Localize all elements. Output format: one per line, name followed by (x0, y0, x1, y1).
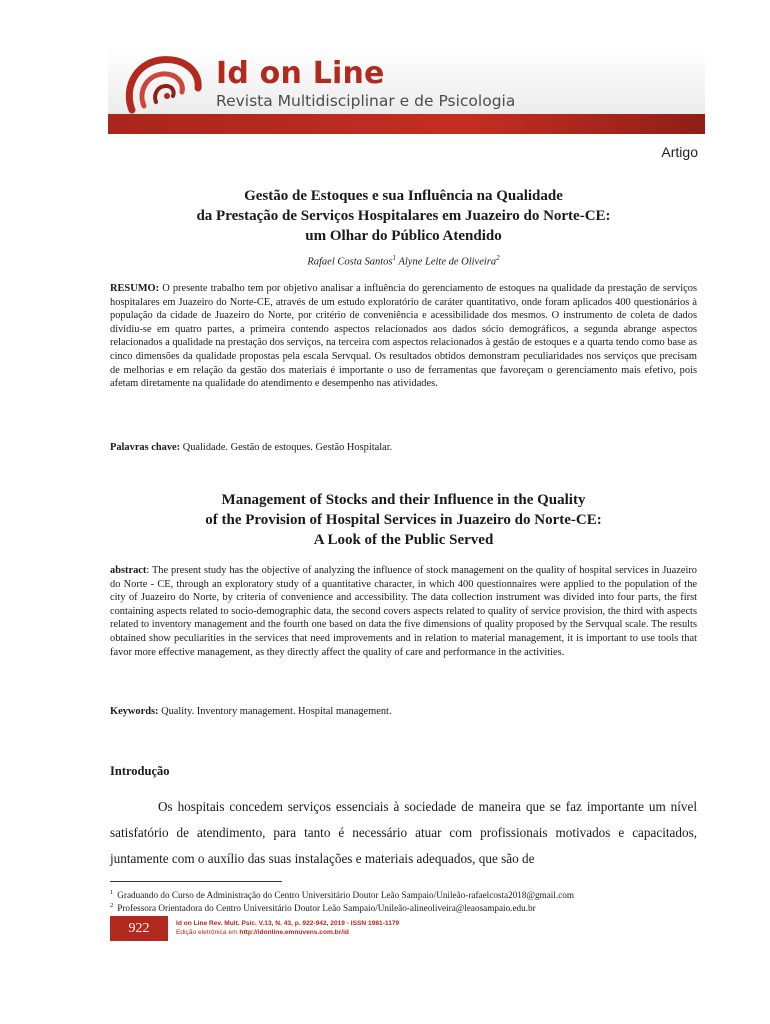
palavras-label: Palavras chave: (110, 442, 181, 453)
edition-link[interactable]: http://idonline.emnuvens.com.br/id (239, 929, 349, 936)
intro-heading: Introdução (110, 764, 170, 778)
journal-brand: Id on Line (216, 56, 385, 91)
footnote-text: Professora Orientadora do Centro Universitário Doutor Leão Sampaio/Unileão-alineoliveira@leaosampaio.edu.br (117, 903, 536, 914)
author-name: Alyne Leite de Oliveira (398, 256, 497, 268)
journal-line: Id on Line Rev. Mult. Psic. V.13, N. 43, p. 922-942, 2019 - ISSN 1981-1179 (176, 920, 400, 927)
abstract-paragraph (110, 564, 697, 659)
banner-accent-bar (108, 114, 705, 134)
footnote-text: Graduando do Curso de Administração do Centro Universitário Doutor Leão Sampaio/Unileão-rafaelcosta2018@gmail.com (117, 890, 574, 901)
journal-banner (108, 46, 705, 134)
title-line: um Olhar do Público Atendido (305, 228, 502, 244)
footnote (110, 902, 536, 913)
title-line: da Prestação de Serviços Hospitalares em Juazeiro do Norte-CE: (196, 208, 611, 224)
title-english (110, 490, 697, 550)
palavras-chave (110, 442, 697, 453)
journal-citation (176, 919, 399, 937)
title-line: of the Provision of Hospital Services in Juazeiro do Norte-CE: (205, 512, 602, 528)
edition-label: Edição eletrônica em (176, 929, 238, 936)
resumo-text: O presente trabalho tem por objetivo analisar a influência do gerenciamento de estoques na qualidade da prestação de serviços hospitalares em Juazeiro do Norte-CE, através de um estudo exploratório de caráter quantitativo, onde foram aplicados 400 questionários à população da cidade de Juazeiro do Norte, por critério de conveniência e acessibilidade dos mesmos. O instrumento de coleta de dados dividiu-se em quatro partes, a primeira contendo aspectos relacionados aos dados sócio demográficos, a segunda abrange aspectos relacionados a qualidade na prestação dos serviços, na terceira com aspectos relacionados à gestão de estoques e a quarta tendo como base as cinco dimensões da qualidade propostas pela escala Servqual. Os resultados obtidos demonstram peculiaridades nos serviços que precisam de melhorias e em relação da gestão dos materiais é importante o uso de ferramentas que favoreçam o gerenciamento mais efetivo, pois afetam diretamente na qualidade do atendimento e desempenho nas atividades. (110, 283, 697, 390)
journal-subtitle: Revista Multidisciplinar e de Psicologia (216, 92, 516, 110)
keywords-text: Quality. Inventory management. Hospital management. (161, 706, 392, 717)
spiral-swirl-logo-icon (120, 52, 210, 122)
footnote-number: 2 (110, 902, 114, 909)
keywords-label: Keywords: (110, 706, 159, 717)
title-portuguese (110, 186, 697, 246)
section-label: Artigo (661, 144, 698, 160)
footnote-mark: 2 (496, 254, 500, 262)
edition-line (176, 928, 399, 937)
abstract-text: : The present study has the objective of analyzing the influence of stock management on the quality of hospital services in Juazeiro do Norte - CE, through an exploratory study of a quantitative character, in which 400 questionnaires were applied to the population of the city of Juazeiro do Norte, by criteria of convenience and accessibility. The data collection instrument was divided into four parts, the first containing aspects related to socio-demographic data, the second covers aspects related to quality of service provision, the third with aspects related to inventory management and the fourth one based on data the five dimensions of quality proposed by the Servqual scale. The results obtained show peculiarities in the services that need improvements and in relation to material management, it is important to use tools that favor more effective management, as they directly affect the quality of care and performance in the activities. (110, 565, 697, 658)
keywords (110, 706, 697, 717)
intro-paragraph: Os hospitais concedem serviços essenciais à sociedade de maneira que se faz importante um nível satisfatório de atendimento, para tanto é necessário atuar com profissionais motivados e capacitados, juntamente com o auxílio das suas instalações e materiais adequados, que são de (110, 799, 697, 866)
resumo-paragraph (110, 282, 697, 391)
footnote (110, 889, 574, 900)
resumo-label: RESUMO: (110, 283, 160, 294)
footnote-divider (110, 881, 282, 882)
footnote-mark: 1 (392, 254, 397, 262)
title-line: A Look of the Public Served (313, 532, 494, 548)
page-number: 922 (110, 916, 168, 941)
author-name: Rafael Costa Santos (307, 256, 393, 268)
title-line: Management of Stocks and their Influence in the Quality (221, 492, 586, 508)
footnote-number: 1 (110, 889, 114, 896)
palavras-text: Qualidade. Gestão de estoques. Gestão Hospitalar. (182, 442, 393, 453)
author-line (110, 254, 697, 268)
abstract-label: abstract (110, 565, 147, 576)
title-line: Gestão de Estoques e sua Influência na Qualidade (244, 188, 563, 204)
